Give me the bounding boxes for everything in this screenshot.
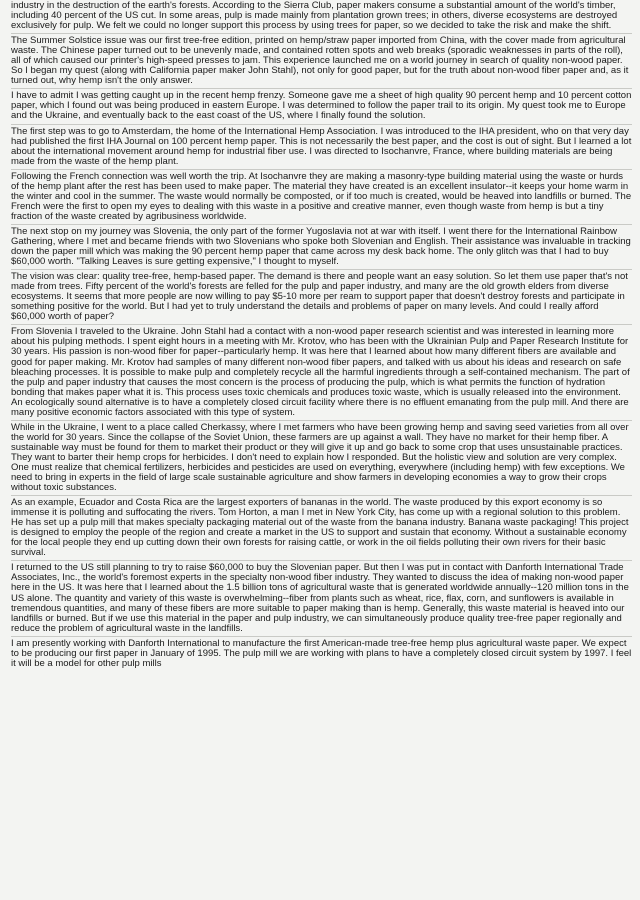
paragraph-6: The next stop on my journey was Slovenia, the only part of the former Yugoslavia not at war with itself. I went there for the International Rainbow Gathering, where I met and became friends with two Slovenians who spoke both Slovenian and English. Their assistance was invaluable in tracking down the paper mill which was making the 90 percent hemp paper that came across my desk back home. The only glitch was that I had to buy $60,000 worth. "Talking Leaves is sure getting expensive," I thought to myself. <box>11 227 632 270</box>
paragraph-9: While in the Ukraine, I went to a place called Cherkassy, where I met farmers who have been growing hemp and saving seed varieties from all over the world for 30 years. Since the collapse of the Soviet Union, these farmers are up against a wall. They have no market for their hemp fiber. A sustainable way must be found for them to market their product or they will give it up and go back to some crop that uses unsustainable practices. They want to barter their hemp crops for herbicides. I don't need to explain how I responded. But the holistic view and solution are very complex. One must realize that chemical fertilizers, herbicides and pesticides are used on everything, everywhere (including hemp) with few exceptions. We need to bring in experts in the field of large scale sustainable agriculture and show farmers in developing economies a way to grow their crops without toxic substances. <box>11 423 632 496</box>
paragraph-3: I have to admit I was getting caught up in the recent hemp frenzy. Someone gave me a sheet of high quality 90 percent hemp and 10 percent cotton paper, which I found out was being produced in eastern Europe. I was determined to follow the paper trail to its origin. My quest took me to Europe and the Ukraine, and eventually back to the east coast of the US, where I finally found the solution. <box>11 91 632 124</box>
paragraph-2: The Summer Solstice issue was our first tree-free edition, printed on hemp/straw paper imported from China, with the cover made from agricultural waste. The Chinese paper turned out to be unevenly made, and contained rotten spots and web breaks (sporadic weaknesses in parts of the roll), all of which caused our printer's high-speed presses to jam. This experience launched me on a world journey in search of quality non-wood paper. So I began my quest (along with California paper maker John Stahl), not only for good paper, but for the truth about non-wood fiber paper and, as it turned out, why hemp isn't the only answer. <box>11 36 632 89</box>
paragraph-1: industry in the destruction of the earth's forests. According to the Sierra Club, paper makers consume a substantial amount of the world's timber, including 40 percent of the US cut. In some areas, pulp is made mainly from plantation grown trees; in others, diverse ecosystems are destroyed exclusively for pulp. We felt we could no longer support this process by using trees for paper, so we decided to take the risk and make the shift. <box>11 0 632 34</box>
paragraph-10: As an example, Ecuador and Costa Rica are the largest exporters of bananas in the world. The waste produced by this export economy is so immense it is polluting and suffocating the rivers. Tom Horton, a man I met in New York City, has come up with a regional solution to this problem. He has set up a pulp mill that makes specialty packaging material out of the waste from the banana industry. Banana waste packaging! This project is designed to employ the people of the region and create a market in the US to support and sustain that economy. Without a sustainable economy for the local people they end up cutting down their own forests for raising cattle, or work in the oil fields polluting their own rivers for their basic survival. <box>11 498 632 561</box>
paragraph-5: Following the French connection was well worth the trip. At Isochanvre they are making a masonry-type building material using the waste or hurds of the hemp plant after the rest has been used to make paper. The material they have created is an excellent insulator--it keeps your home warm in the winter and cool in the summer. The waste would normally be composted, or if too much is created, would be heaved into landfills or burned. The French were the first to open my eyes to dealing with this waste in a positive and creative manner, even though waste from hemp is but a tiny fraction of the waste created by agribusiness worldwide. <box>11 172 632 225</box>
paragraph-11: I returned to the US still planning to try to raise $60,000 to buy the Slovenian paper. But then I was put in contact with Danforth International Trade Associates, Inc., the world's foremost experts in the specialty non-wood fiber industry. They wanted to discuss the idea of making non-wood paper here in the US. It was here that I learned about the 1.5 billion tons of agricultural waste that is generated worldwide annually--120 million tons in the US alone. The quantity and variety of this waste is overwhelming--fiber from plants such as wheat, rice, flax, corn, and sunflowers is available in tremendous quantities, and many of these fibers are more suitable to paper making than is hemp. Generally, this waste material is heaved into our landfills or burned. But if we use this material in the paper and pulp industry, we can simultaneously produce quality tree-free paper regionally and reduce the problem of agricultural waste in the landfills. <box>11 563 632 636</box>
paragraph-8: From Slovenia I traveled to the Ukraine. John Stahl had a contact with a non-wood paper research scientist and was interested in learning more about his pulping methods. I spent eight hours in a meeting with Mr. Krotov, who has been with the Ukrainian Pulp and Paper Research Institute for 30 years. His passion is non-wood fiber for paper--particularly hemp. It was here that I learned about how many different fibers are available and good for paper making. Mr. Krotov had samples of many different non-wood fiber papers, and talked with us about his ideas and research on safe bleaching processes. It is possible to make pulp and completely recycle all the harmful ingredients through a self-contained mechanism. The part of the pulp and paper industry that causes the most concern is the process of producing the pulp, which is what permits the function of hydration bonding that makes paper what it is. This process uses toxic chemicals and produces toxic waste, which is usually released into the environment. An ecologically sound alternative is to have a completely closed circuit facility where there is no effluent emanating from the pulp mill. And there are many positive economic factors associated with this type of system. <box>11 327 632 420</box>
paragraph-4: The first step was to go to Amsterdam, the home of the International Hemp Association. I was introduced to the IHA president, who on that very day had published the first IHA Journal on 100 percent hemp paper. This is not necessarily the best paper, and the cost is out of sight. But I learned a lot about the international movement around hemp for industrial fiber use. I was directed to Isochanvre, France, where building materials are being made from the waste of the hemp plant. <box>11 127 632 170</box>
paragraph-7: The vision was clear: quality tree-free, hemp-based paper. The demand is there and people want an easy solution. So let them use paper that's not made from trees. Fifty percent of the world's forests are felled for the pulp and paper industry, and many are the old growth elders from diverse ecosystems. It seems that more people are now willing to pay $5-10 more per ream to support paper that doesn't destroy forests and participate in something positive for the world. But I had yet to truly understand the details and problems of paper on many levels. And could I really afford $60,000 worth of paper? <box>11 272 632 325</box>
paragraph-12: I am presently working with Danforth International to manufacture the first American-made tree-free hemp plus agricultural waste paper. We expect to be producing our first paper in January of 1995. The pulp mill we are working with plans to have a completely closed circuit system by 1997. I feel it will be a model for other pulp mills <box>11 637 632 669</box>
